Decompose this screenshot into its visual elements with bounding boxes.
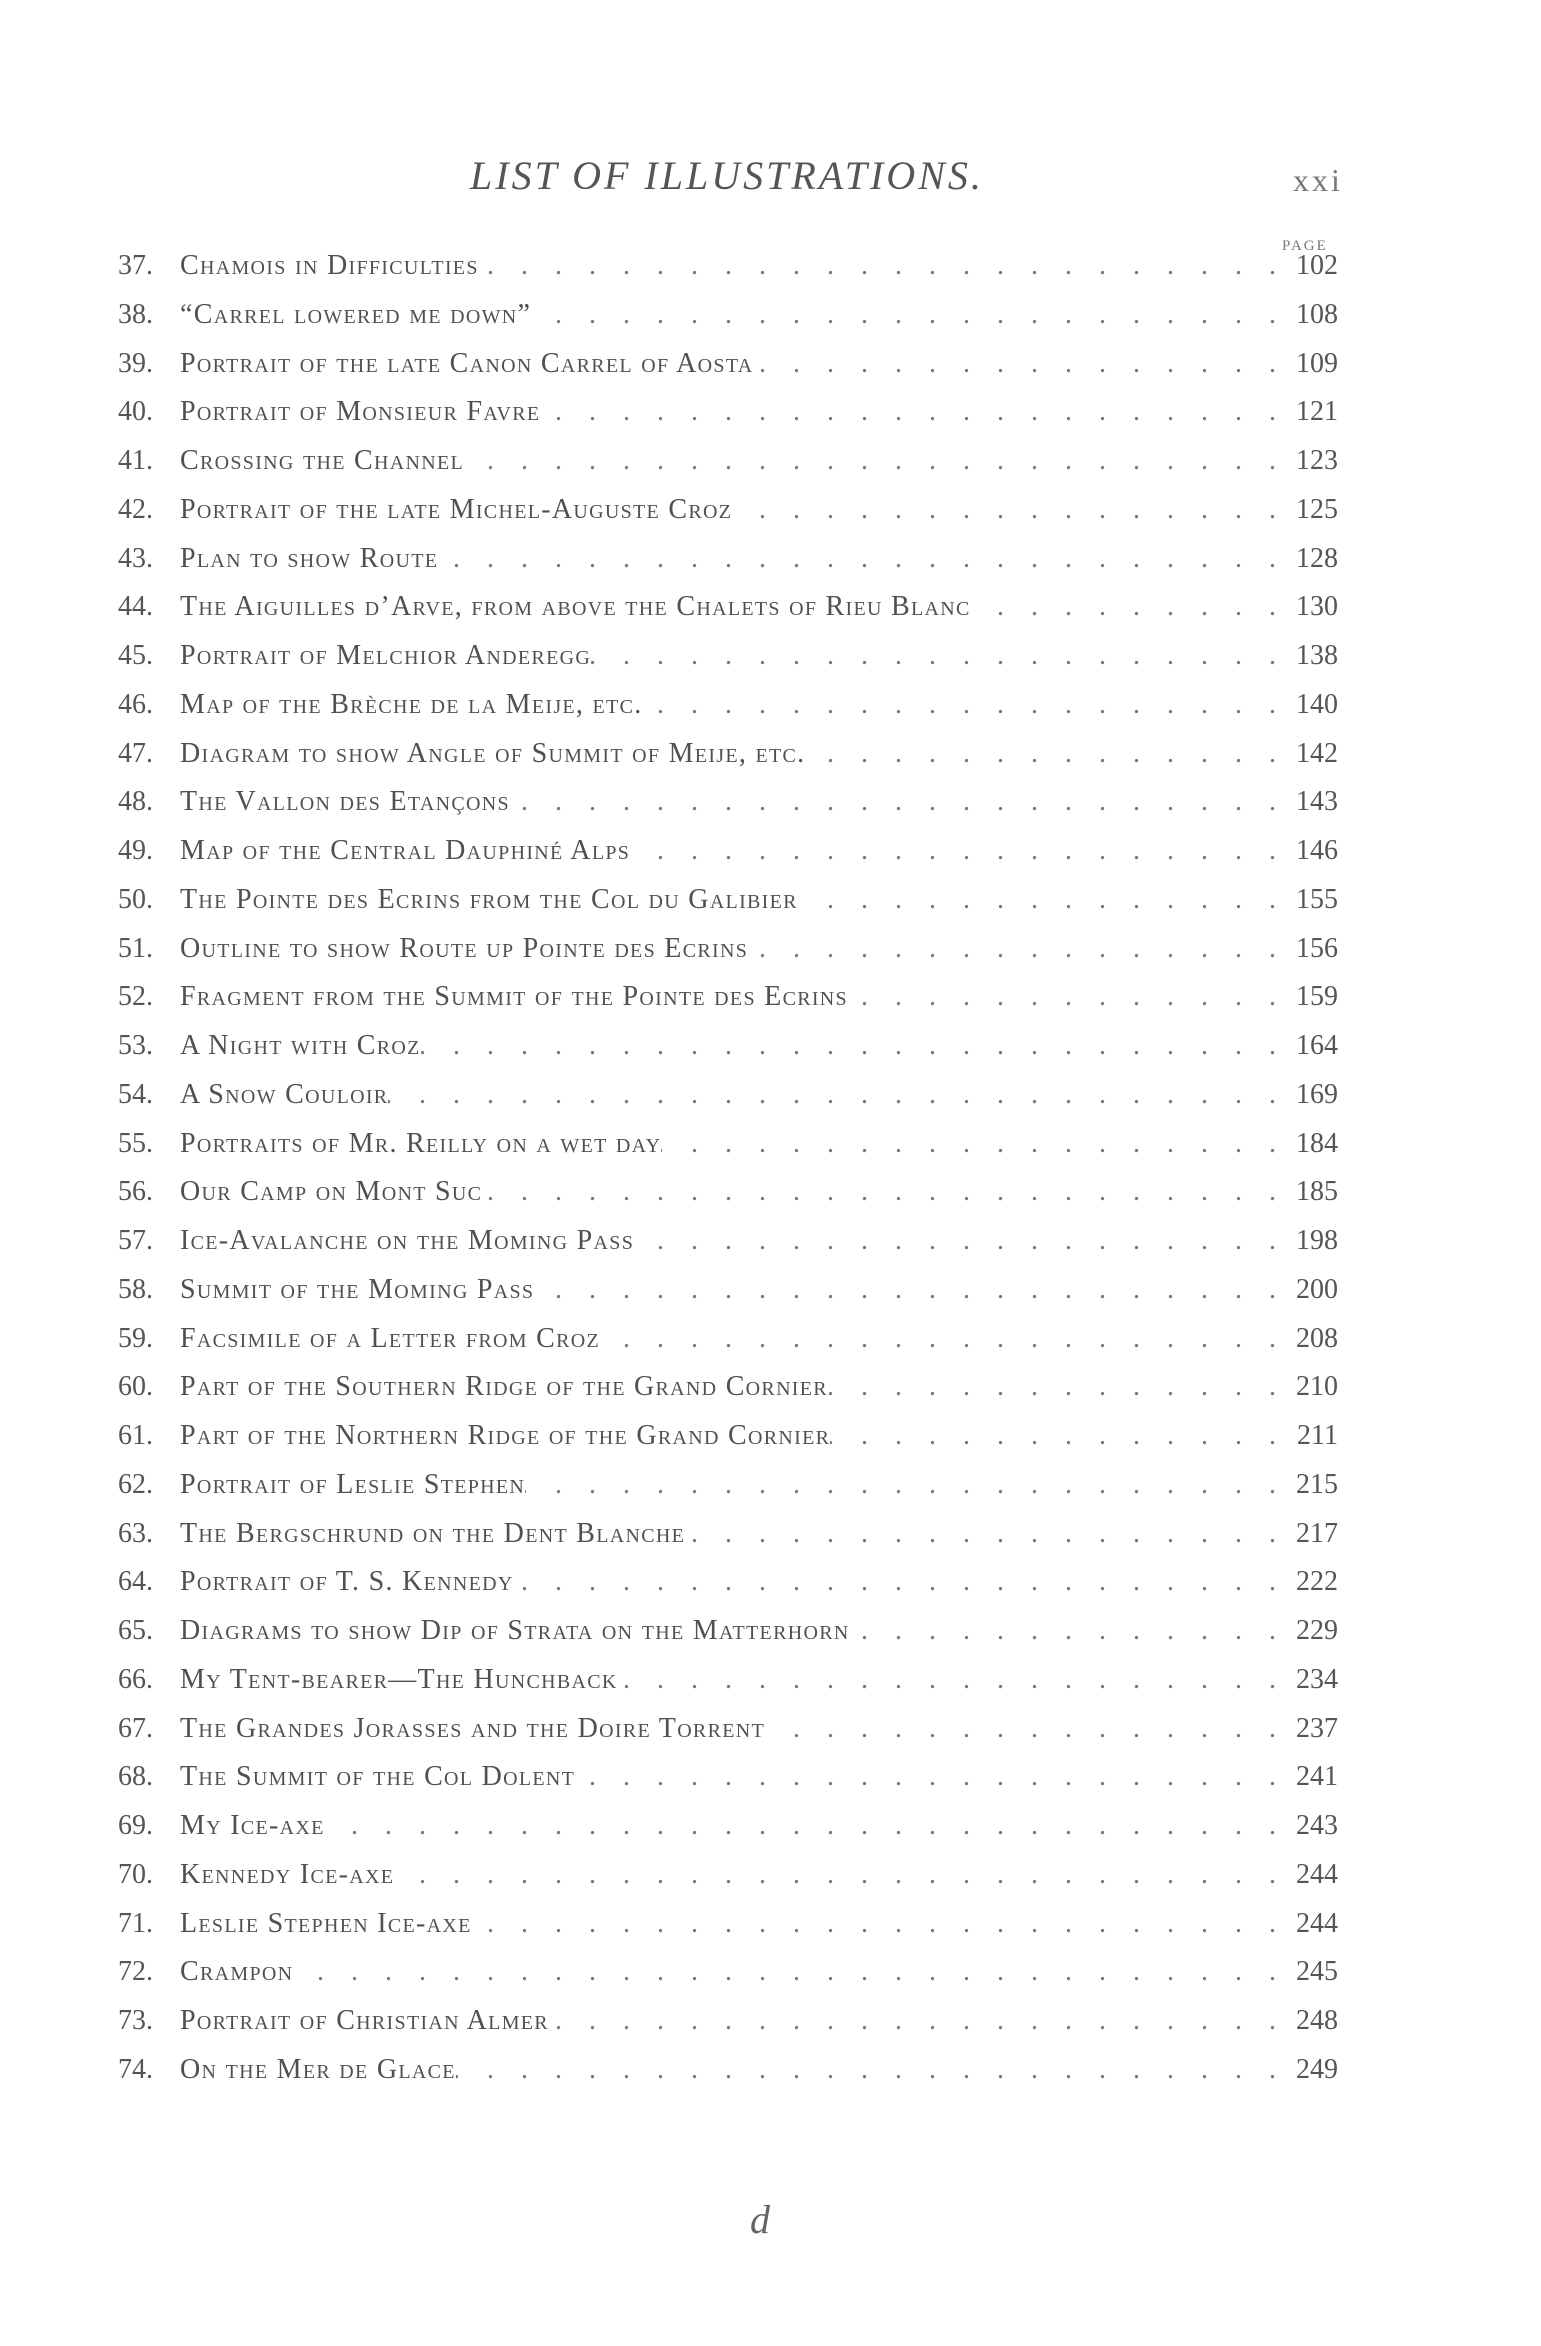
entry-title: Part of the Northern Ridge of the Grand Cornier — [180, 1420, 831, 1451]
entry-title: Ice-Avalanche on the Moming Pass — [180, 1225, 635, 1256]
entry-page: 184 — [1296, 1127, 1338, 1159]
entry-number: 67. — [118, 1712, 153, 1744]
list-item — [118, 250, 1338, 299]
entry-page: 241 — [1296, 1761, 1338, 1793]
list-item — [118, 1810, 1338, 1859]
dot-leader — [618, 1664, 1276, 1696]
entry-title: Fragment from the Summit of the Pointe des Ecrins — [180, 981, 848, 1013]
entry-title: Facsimile of a Letter from Croz — [180, 1322, 601, 1354]
entry-number: 45. — [118, 640, 153, 671]
dot-leader — [388, 1079, 1276, 1111]
entry-page: 248 — [1296, 2005, 1338, 2036]
entry-page: 244 — [1296, 1907, 1338, 1939]
entry-page: 108 — [1296, 298, 1338, 330]
dot-leader — [464, 445, 1276, 477]
entry-number: 66. — [118, 1663, 153, 1695]
entry-title: Kennedy Ice-axe — [180, 1858, 395, 1890]
dot-leader — [421, 1030, 1276, 1062]
list-item — [118, 1176, 1338, 1225]
entry-title: Crossing the Channel — [180, 445, 465, 476]
list-item — [118, 1713, 1338, 1762]
entry-title: My Ice-axe — [180, 1810, 325, 1841]
page-number: xxi — [1293, 162, 1343, 198]
dot-leader — [510, 786, 1276, 818]
list-item — [118, 1323, 1338, 1372]
entry-title: The Pointe des Ecrins from the Col du Galibier — [180, 883, 798, 915]
entry-page: 128 — [1296, 542, 1338, 574]
entry-page: 102 — [1296, 250, 1338, 281]
dot-leader — [394, 1859, 1276, 1891]
dot-leader — [661, 1128, 1276, 1160]
entry-title: The Grandes Jorasses and the Doire Torrent — [180, 1712, 765, 1744]
entry-page: 155 — [1296, 883, 1338, 915]
list-item — [118, 689, 1338, 738]
dot-leader — [798, 884, 1276, 916]
running-title: LIST OF ILLUSTRATIONS. — [470, 153, 984, 198]
entry-number: 58. — [118, 1273, 153, 1305]
entry-number: 39. — [118, 347, 153, 379]
dot-leader — [850, 1615, 1276, 1647]
entry-number: 73. — [118, 2005, 153, 2036]
list-item — [118, 1128, 1338, 1177]
entry-number: 65. — [118, 1615, 153, 1646]
entry-number: 50. — [118, 883, 153, 915]
dot-leader — [643, 689, 1276, 721]
list-item — [118, 1420, 1338, 1469]
entry-title: Chamois in Difficulties — [180, 250, 479, 281]
dot-leader — [748, 933, 1276, 965]
dot-leader — [754, 348, 1277, 380]
dot-leader — [630, 835, 1276, 867]
entry-title: Outline to show Route up Pointe des Ecrins — [180, 932, 749, 964]
list-item — [118, 1030, 1338, 1079]
entry-title: Portrait of the late Michel-Auguste Croz — [180, 493, 733, 525]
entry-page: 123 — [1296, 445, 1338, 476]
signature-mark: d — [750, 2197, 770, 2242]
entry-number: 61. — [118, 1420, 153, 1451]
dot-leader — [971, 591, 1276, 623]
entry-number: 68. — [118, 1761, 153, 1793]
list-item — [118, 1956, 1338, 2005]
entry-page: 156 — [1296, 932, 1338, 964]
entry-number: 40. — [118, 396, 153, 428]
entry-number: 51. — [118, 932, 153, 964]
entry-title: Portrait of Leslie Stephen — [180, 1468, 526, 1500]
list-item — [118, 2054, 1338, 2103]
dot-leader — [805, 738, 1276, 770]
entry-number: 42. — [118, 493, 153, 525]
running-head — [0, 152, 1541, 202]
list-item — [118, 1469, 1338, 1518]
illustration-list — [118, 250, 1338, 2103]
list-item — [118, 396, 1338, 445]
list-item — [118, 1274, 1338, 1323]
dot-leader — [634, 1225, 1276, 1257]
entry-page: 198 — [1296, 1225, 1338, 1256]
entry-title: Our Camp on Mont Suc — [180, 1176, 483, 1208]
dot-leader — [514, 1566, 1276, 1598]
entry-title: Crampon — [180, 1956, 294, 1988]
entry-number: 52. — [118, 981, 153, 1013]
dot-leader — [575, 1761, 1276, 1793]
list-item — [118, 738, 1338, 787]
entry-title: My Tent-bearer—The Hunchback — [180, 1663, 618, 1695]
list-item — [118, 1761, 1338, 1810]
dot-leader — [456, 2054, 1276, 2086]
entry-page: 211 — [1297, 1420, 1338, 1451]
list-item — [118, 1079, 1338, 1128]
entry-page: 146 — [1296, 835, 1338, 866]
dot-leader — [482, 1176, 1276, 1208]
entry-page: 130 — [1296, 591, 1338, 623]
entry-page: 237 — [1296, 1712, 1338, 1744]
entry-number: 71. — [118, 1907, 153, 1939]
entry-title: The Vallon des Etançons — [180, 786, 510, 818]
entry-page: 109 — [1296, 347, 1338, 379]
entry-page: 245 — [1296, 1956, 1338, 1988]
entry-title: Portrait of Monsieur Favre — [180, 396, 541, 428]
entry-number: 49. — [118, 835, 153, 866]
dot-leader — [830, 1420, 1276, 1452]
entry-number: 72. — [118, 1956, 153, 1988]
dot-leader — [540, 396, 1276, 428]
entry-title: A Snow Couloir — [180, 1078, 389, 1110]
list-item — [118, 1859, 1338, 1908]
dot-leader — [438, 543, 1276, 575]
entry-page: 121 — [1296, 396, 1338, 428]
dot-leader — [848, 981, 1276, 1013]
list-item — [118, 1225, 1338, 1274]
list-item — [118, 348, 1338, 397]
page-column-label: PAGE — [1282, 238, 1328, 254]
entry-title: A Night with Croz — [180, 1030, 421, 1061]
dot-leader — [591, 640, 1276, 672]
entry-title: “Carrel lowered me down” — [180, 298, 532, 330]
dot-leader — [531, 299, 1276, 331]
dot-leader — [525, 1469, 1276, 1501]
list-item — [118, 835, 1338, 884]
list-item — [118, 1615, 1338, 1664]
entry-title: The Summit of the Col Dolent — [180, 1761, 576, 1793]
entry-title: Diagrams to show Dip of Strata on the Matterhorn — [180, 1615, 850, 1646]
list-item — [118, 543, 1338, 592]
entry-title: Diagram to show Angle of Summit of Meije, etc. — [180, 737, 806, 769]
entry-title: Part of the Southern Ridge of the Grand Cornier — [180, 1371, 828, 1403]
list-item — [118, 933, 1338, 982]
entry-number: 56. — [118, 1176, 153, 1208]
entry-page: 215 — [1296, 1468, 1338, 1500]
entry-page: 138 — [1296, 640, 1338, 671]
entry-page: 125 — [1296, 493, 1338, 525]
entry-page: 234 — [1296, 1663, 1338, 1695]
entry-title: Leslie Stephen Ice-axe — [180, 1907, 472, 1939]
list-item — [118, 445, 1338, 494]
entry-title: On the Mer de Glace — [180, 2053, 456, 2085]
entry-page: 140 — [1296, 688, 1338, 720]
entry-number: 70. — [118, 1858, 153, 1890]
dot-leader — [828, 1371, 1276, 1403]
entry-number: 64. — [118, 1566, 153, 1598]
entry-number: 48. — [118, 786, 153, 818]
entry-title: Portrait of the late Canon Carrel of Aosta — [180, 347, 754, 379]
list-item — [118, 2005, 1338, 2054]
entry-number: 69. — [118, 1810, 153, 1841]
entry-page: 222 — [1296, 1566, 1338, 1598]
entry-number: 59. — [118, 1322, 153, 1354]
dot-leader — [325, 1810, 1276, 1842]
dot-leader — [549, 2005, 1276, 2037]
entry-title: The Aiguilles d’Arve, from above the Chalets of Rieu Blanc — [180, 591, 971, 623]
entry-title: Portrait of Melchior Anderegg — [180, 640, 592, 671]
entry-title: Plan to show Route — [180, 542, 439, 574]
list-item — [118, 1908, 1338, 1957]
entry-page: 164 — [1296, 1030, 1338, 1061]
entry-page: 244 — [1296, 1858, 1338, 1890]
entry-number: 55. — [118, 1127, 153, 1159]
dot-leader — [293, 1956, 1276, 1988]
dot-leader — [732, 494, 1276, 526]
list-item — [118, 884, 1338, 933]
entry-page: 185 — [1296, 1176, 1338, 1208]
entry-number: 37. — [118, 250, 153, 281]
list-item — [118, 981, 1338, 1030]
entry-title: Map of the Central Dauphiné Alps — [180, 835, 631, 866]
entry-title: Summit of the Moming Pass — [180, 1273, 535, 1305]
entry-page: 143 — [1296, 786, 1338, 818]
dot-leader — [472, 1908, 1276, 1940]
entry-number: 62. — [118, 1468, 153, 1500]
list-item — [118, 299, 1338, 348]
entry-number: 38. — [118, 298, 153, 330]
entry-title: The Bergschrund on the Dent Blanche — [180, 1517, 686, 1549]
dot-leader — [600, 1323, 1276, 1355]
entry-number: 74. — [118, 2053, 153, 2085]
entry-page: 243 — [1296, 1810, 1338, 1841]
entry-number: 47. — [118, 737, 153, 769]
list-item — [118, 1566, 1338, 1615]
list-item — [118, 640, 1338, 689]
entry-page: 169 — [1296, 1078, 1338, 1110]
entry-page: 229 — [1296, 1615, 1338, 1646]
entry-page: 217 — [1296, 1517, 1338, 1549]
entry-number: 53. — [118, 1030, 153, 1061]
entry-title: Map of the Brèche de la Meije, etc. — [180, 688, 643, 720]
entry-number: 44. — [118, 591, 153, 623]
entry-title: Portraits of Mr. Reilly on a wet day — [180, 1127, 662, 1159]
dot-leader — [534, 1274, 1276, 1306]
entry-number: 60. — [118, 1371, 153, 1403]
entry-page: 159 — [1296, 981, 1338, 1013]
entry-number: 54. — [118, 1078, 153, 1110]
dot-leader — [765, 1713, 1276, 1745]
entry-page: 208 — [1296, 1322, 1338, 1354]
list-item — [118, 786, 1338, 835]
entry-number: 46. — [118, 688, 153, 720]
entry-title: Portrait of T. S. Kennedy — [180, 1566, 514, 1598]
entry-page: 210 — [1296, 1371, 1338, 1403]
list-item — [118, 1518, 1338, 1567]
entry-number: 63. — [118, 1517, 153, 1549]
list-item — [118, 494, 1338, 543]
entry-number: 57. — [118, 1225, 153, 1256]
list-item — [118, 1371, 1338, 1420]
entry-title: Portrait of Christian Almer — [180, 2005, 549, 2036]
list-item — [118, 591, 1338, 640]
entry-page: 249 — [1296, 2053, 1338, 2085]
entry-number: 41. — [118, 445, 153, 476]
entry-page: 200 — [1296, 1273, 1338, 1305]
entry-page: 142 — [1296, 737, 1338, 769]
dot-leader — [685, 1518, 1276, 1550]
entry-number: 43. — [118, 542, 153, 574]
dot-leader — [479, 250, 1276, 282]
list-item — [118, 1664, 1338, 1713]
